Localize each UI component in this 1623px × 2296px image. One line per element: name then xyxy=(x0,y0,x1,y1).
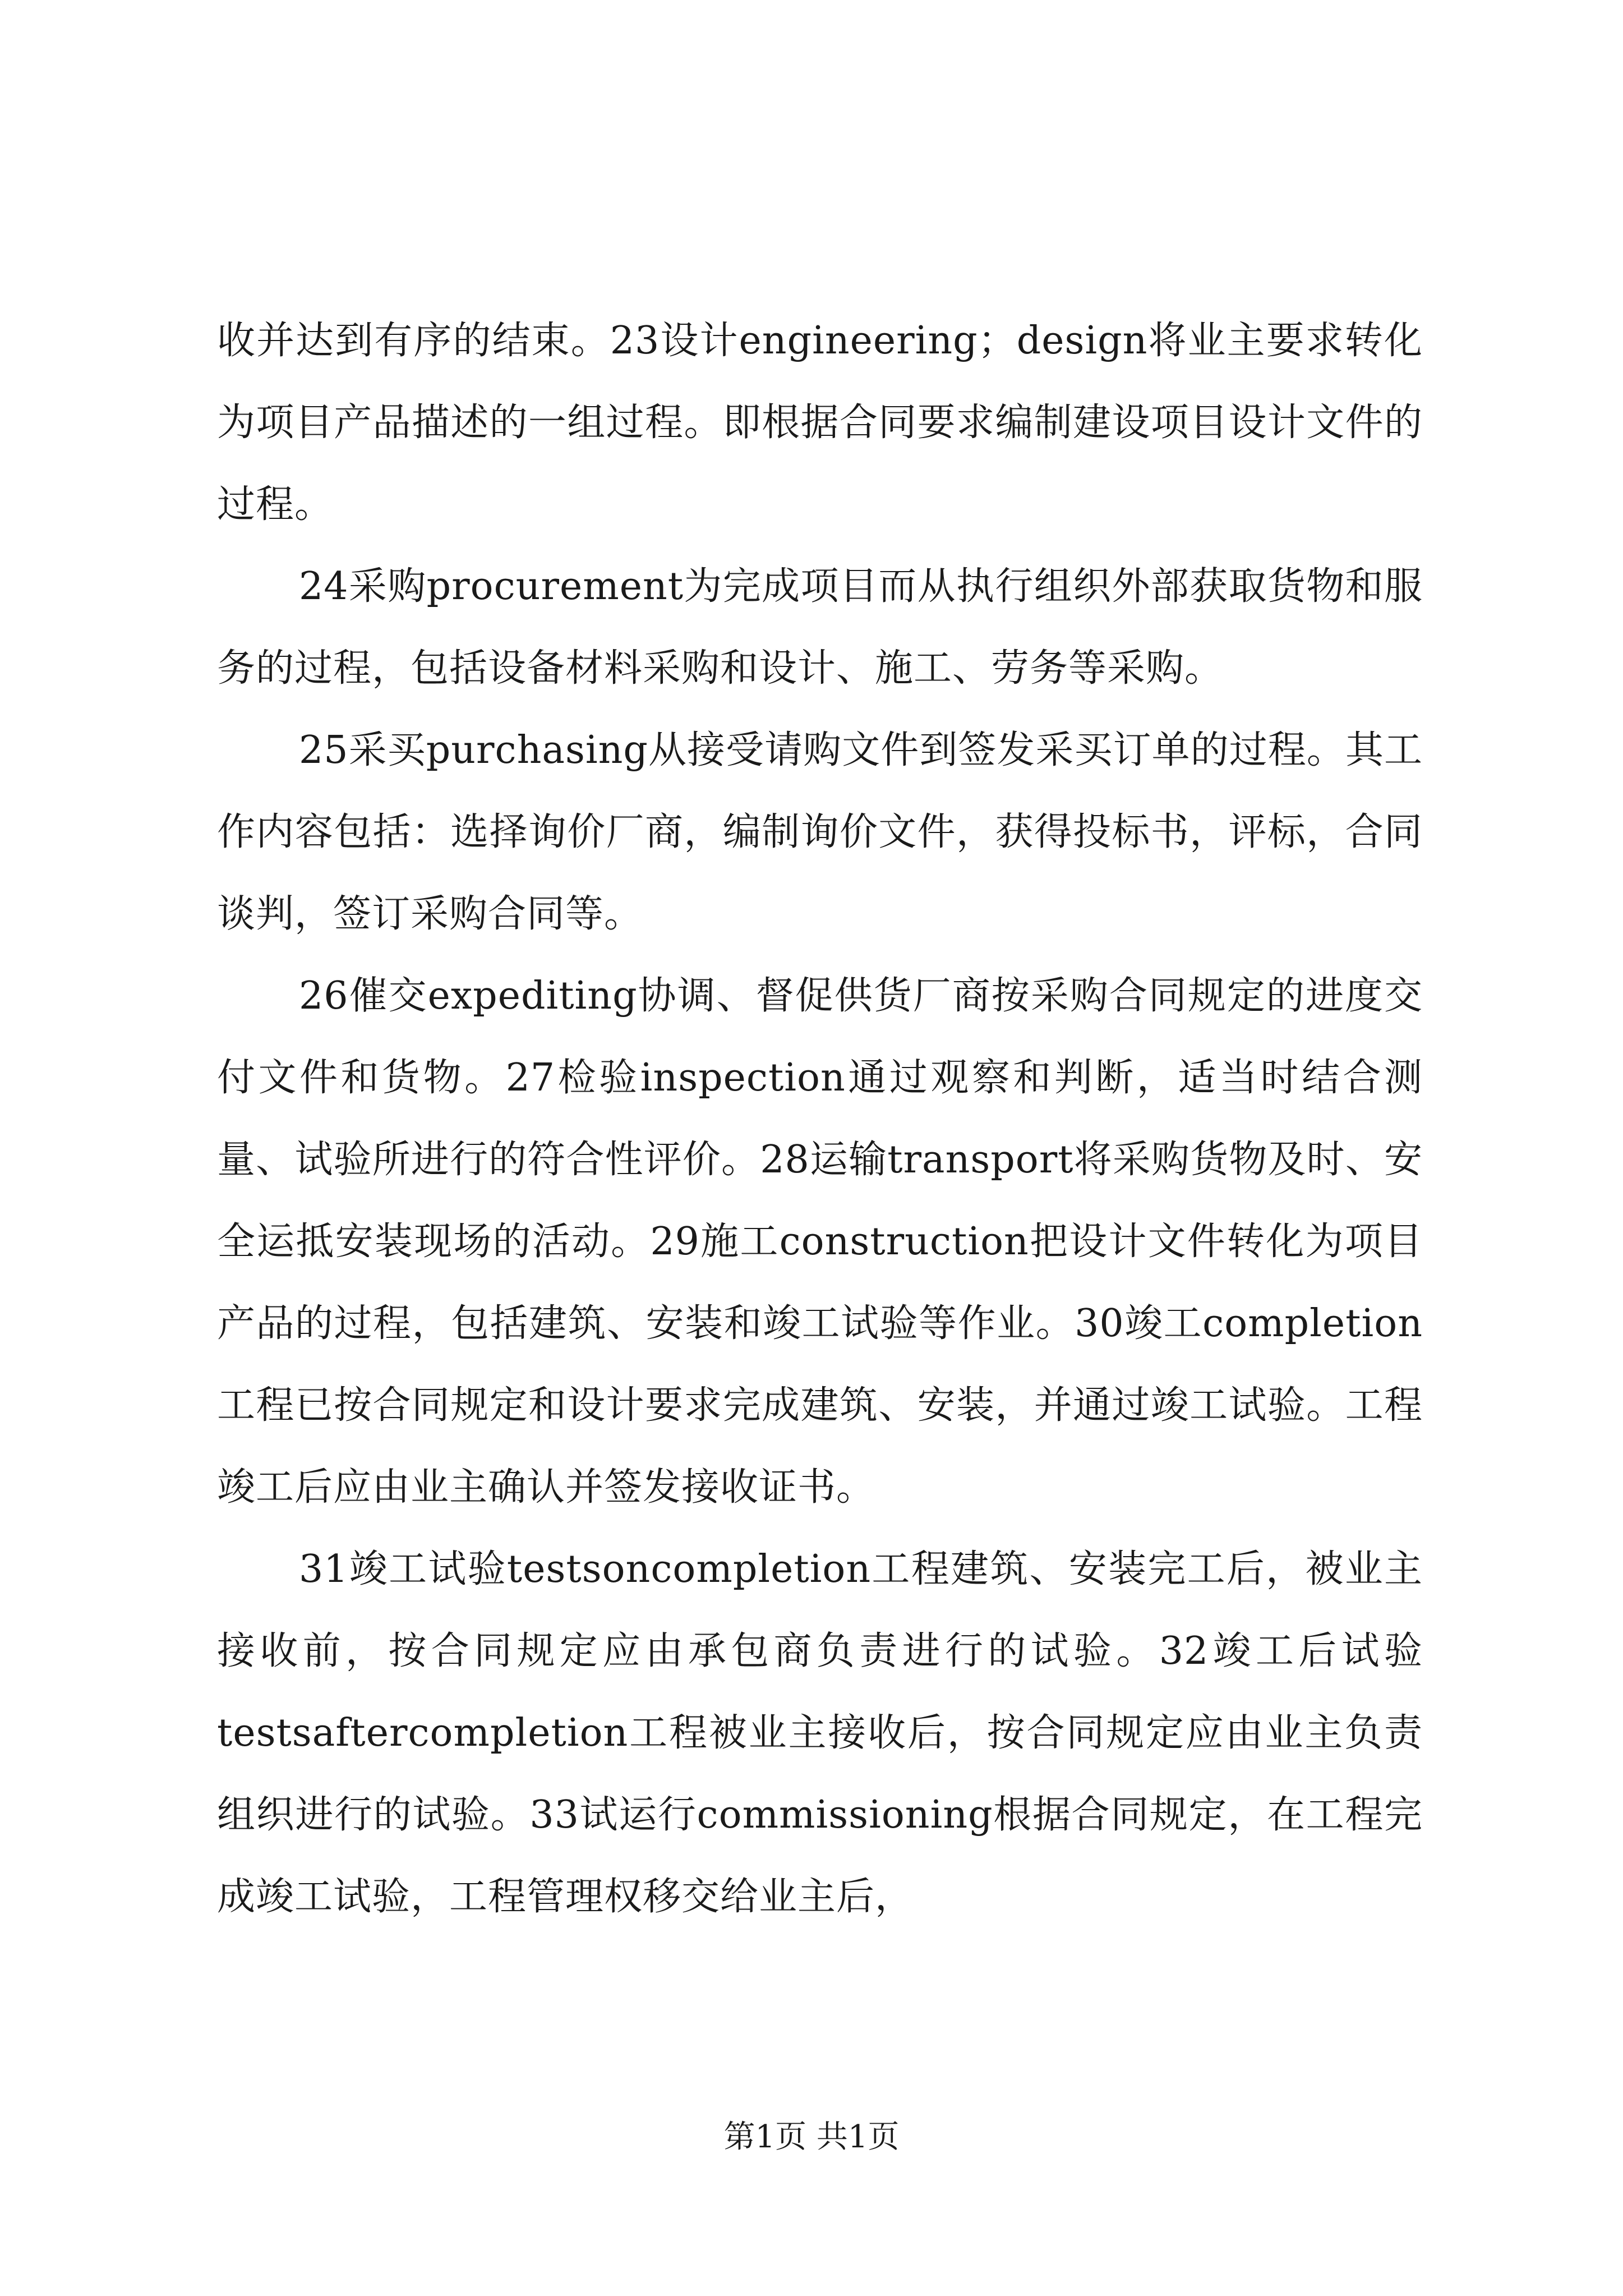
document-body xyxy=(217,300,1423,1938)
paragraph-1: 收并达到有序的结束。23设计engineering；design将业主要求转化为项目产品描述的一组过程。即根据合同要求编制建设项目设计文件的过程。 xyxy=(217,319,1423,527)
paragraph-3: 25采买purchasing从接受请购文件到签发采买订单的过程。其工作内容包括：选择询价厂商，编制询价文件，获得投标书，评标，合同谈判，签订采购合同等。 xyxy=(217,728,1423,936)
paragraph-4: 26催交expediting协调、督促供货厂商按采购合同规定的进度交付文件和货物。27检验inspection通过观察和判断，适当时结合测量、试验所进行的符合性评价。28运输transport将采购货物及时、安全运抵安装现场的活动。29施工construction把设计文件转化为项目产品的过程，包括建筑、安装和竣工试验等作业。30竣工completion工程已按合同规定和设计要求完成建筑、安装，并通过竣工试验。工程竣工后应由业主确认并签发接收证书。 xyxy=(217,974,1423,1510)
paragraph-5: 31竣工试验testsoncompletion工程建筑、安装完工后，被业主接收前，按合同规定应由承包商负责进行的试验。32竣工后试验testsaftercompletion工程被业主接收后，按合同规定应由业主负责组织进行的试验。33试运行commissioning根据合同规定，在工程完成竣工试验，工程管理权移交给业主后， xyxy=(217,1547,1423,1919)
paragraph-2: 24采购procurement为完成项目而从执行组织外部获取货物和服务的过程，包括设备材料采购和设计、施工、劳务等采购。 xyxy=(217,564,1423,691)
page-footer: 第1页 共1页 xyxy=(723,2119,900,2155)
